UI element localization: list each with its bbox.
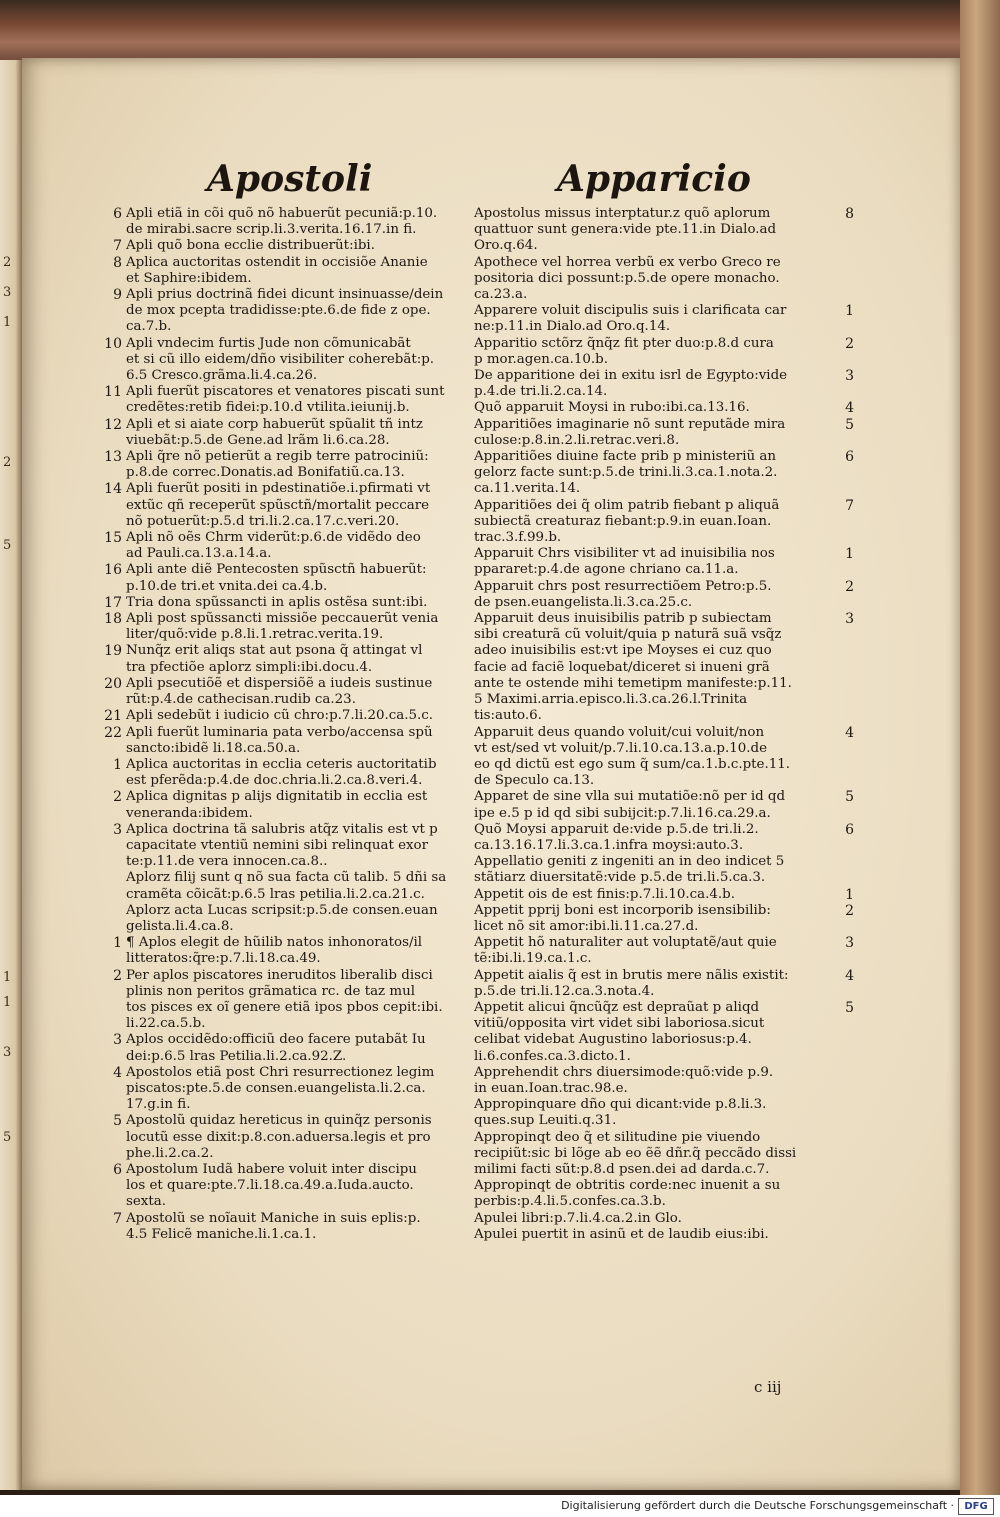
entry-line: Apli fuerũt piscatores et venatores piscati sunt (126, 384, 445, 400)
index-entry (100, 789, 465, 821)
index-entry (474, 1211, 854, 1227)
index-entry (474, 1227, 854, 1243)
entry-line: recipiũt:sic bi lõge ab eo ẽẽ dñr.q̃ peccãdo dissi (474, 1145, 797, 1161)
facing-page-edge (0, 60, 22, 1490)
entry-line: vt est/sed vt voluit/p.7.li.10.ca.13.a.p.10.de (474, 740, 768, 756)
entry-number: 1 (113, 935, 122, 952)
index-entry (100, 643, 465, 675)
index-entry (100, 336, 465, 385)
entry-line: piscatos:pte.5.de consen.euangelista.li.2.ca. (126, 1080, 426, 1096)
index-entry (100, 1032, 465, 1064)
index-entry (100, 757, 465, 789)
index-entry (100, 449, 465, 481)
facing-page-mark: 1 (3, 995, 12, 1010)
index-entry (474, 1000, 854, 1065)
index-entry (474, 854, 854, 886)
entry-line: p.5.de tri.li.12.ca.3.nota.4. (474, 983, 655, 999)
index-entry (474, 206, 854, 255)
entry-line: facie ad faciẽ loquebat/diceret si inueni grã (474, 659, 770, 675)
facing-page-mark: 3 (3, 285, 12, 300)
entry-line: ca.13.16.17.li.3.ca.1.infra moysi:auto.3. (474, 837, 744, 853)
heading-left: Apostoli (207, 158, 373, 200)
entry-line: plinis non peritos grãmatica rc. de taz mul (126, 983, 415, 999)
index-entry (474, 303, 854, 335)
index-entry (474, 1130, 854, 1179)
entry-line: Apli quõ bona ecclie distribuerũt:ibi. (126, 238, 375, 254)
index-entry (100, 595, 465, 611)
entry-line: p mor.agen.ca.10.b. (474, 351, 608, 367)
entry-line: dei:p.6.5 lras Petilia.li.2.ca.92.Z. (126, 1048, 347, 1064)
entry-line: de psen.euangelista.li.3.ca.25.c. (474, 594, 693, 610)
entry-number: 7 (845, 497, 854, 514)
entry-number: 19 (104, 643, 122, 660)
entry-line: credẽtes:retib fidei:p.10.d vtilita.ieiunij.b. (126, 400, 410, 416)
entry-line: sexta. (126, 1194, 166, 1210)
entry-line: culose:p.8.in.2.li.retrac.veri.8. (474, 432, 680, 448)
entry-number: 2 (113, 789, 122, 806)
entry-line: phe.li.2.ca.2. (126, 1145, 214, 1161)
index-entry (474, 887, 854, 903)
entry-line: veneranda:ibidem. (126, 805, 253, 821)
entry-line: et Saphire:ibidem. (126, 270, 252, 286)
index-entry (474, 400, 854, 416)
entry-number: 6 (113, 206, 122, 222)
index-entry (474, 417, 854, 449)
entry-number: 3 (845, 611, 854, 628)
entry-line: 5 Maximi.arria.episco.li.3.ca.26.l.Trinita (474, 692, 748, 708)
book-right-edge (960, 0, 1000, 1495)
entry-number: 3 (845, 368, 854, 385)
entry-number: 20 (104, 675, 122, 692)
entry-line: p.8.de correc.Donatis.ad Bonifatiũ.ca.13. (126, 465, 405, 481)
entry-line: nõ potuerũt:p.5.d tri.li.2.ca.17.c.veri.20. (126, 513, 400, 529)
right-column (474, 206, 854, 1243)
entry-number: 6 (845, 821, 854, 838)
index-entry (474, 725, 854, 790)
entry-line: rũt:p.4.de cathecisan.rudib ca.23. (126, 692, 356, 708)
entry-number: 8 (113, 254, 122, 271)
page-signature: c iij (754, 1378, 782, 1396)
entry-line: ca.11.verita.14. (474, 481, 581, 497)
entry-line: Aplica doctrina tã salubris atq̃z vitalis est vt p (126, 821, 438, 837)
entry-line: Apli etiã in cõi quõ nõ habuerũt pecuniã:p.10. (126, 206, 438, 221)
entry-line: licet nõ sit amor:ibi.li.11.ca.27.d. (474, 918, 699, 934)
entry-line: Appetit pprij boni est incorporib isensibilib: (474, 902, 771, 918)
index-entry (474, 935, 854, 967)
entry-number: 2 (845, 902, 854, 919)
entry-line: Apprehendit chrs diuersimode:quõ:vide p.9. (474, 1064, 774, 1080)
index-entry (100, 870, 465, 902)
entry-line: Tria dona spũssancti in aplis ostẽsa sunt:ibi. (126, 594, 428, 610)
index-entry (100, 1065, 465, 1114)
entry-number: 11 (104, 384, 122, 401)
entry-line: 6.5 Cresco.grãma.li.4.ca.26. (126, 368, 318, 384)
entry-line: Apli nõ oẽs Chrm viderũt:p.6.de vidẽdo deo (126, 530, 421, 546)
entry-number: 3 (113, 821, 122, 838)
entry-line: Apli prius doctrinã fidei dicunt insinuasse/dein (126, 287, 444, 303)
entry-line: Aplica auctoritas ostendit in occisiõe Ananie (126, 254, 428, 270)
entry-line: Appellatio geniti z ingeniti an in deo indicet 5 (474, 854, 785, 870)
entry-line: cramẽta cõicãt:p.6.5 lras petilia.li.2.ca.21.c. (126, 886, 425, 902)
entry-line: 17.g.in fi. (126, 1097, 191, 1113)
entry-line: li.6.confes.ca.3.dicto.1. (474, 1048, 631, 1064)
entry-line: Apparet de sine vlla sui mutatiõe:nõ per id qd (474, 789, 786, 805)
entry-number: 8 (845, 206, 854, 222)
entry-line: Aplorz filij sunt q nõ sua facta cũ talib. 5 dñi sa (126, 870, 447, 886)
entry-line: gelista.li.4.ca.8. (126, 918, 234, 934)
entry-line: tra pfectiõe aplorz simpli:ibi.docu.4. (126, 659, 373, 675)
facing-page-mark: 3 (3, 1045, 12, 1060)
entry-number: 21 (104, 708, 122, 725)
entry-line: tis:auto.6. (474, 708, 542, 724)
entry-line: Apparitiões diuine facte prib p ministeriũ an (474, 449, 776, 465)
entry-line: Quõ apparuit Moysi in rubo:ibi.ca.13.16. (474, 400, 750, 416)
entry-line: Apli sedebũt i iudicio cũ chro:p.7.li.20.ca.5.c. (126, 708, 434, 724)
index-entry (100, 676, 465, 708)
entry-number: 4 (845, 724, 854, 741)
entry-line: milimi facti sũt:p.8.d psen.dei ad darda.c.7. (474, 1161, 770, 1177)
entry-number: 6 (845, 449, 854, 466)
index-entry (100, 530, 465, 562)
entry-number: 13 (104, 449, 122, 466)
index-entry (100, 1113, 465, 1162)
entry-line: 4.5 Felicẽ maniche.li.1.ca.1. (126, 1226, 317, 1242)
index-entry (100, 1162, 465, 1211)
index-entry (474, 546, 854, 578)
index-entry (474, 903, 854, 935)
entry-number: 1 (845, 546, 854, 563)
entry-number: 2 (113, 967, 122, 984)
entry-line: vitiũ/opposita virt videt sibi laboriosa.sicut (474, 1016, 765, 1032)
index-entry (474, 1097, 854, 1129)
entry-line: li.22.ca.5.b. (126, 1016, 206, 1032)
entry-number: 17 (104, 594, 122, 611)
entry-line: sancto:ibidẽ li.18.ca.50.a. (126, 740, 301, 756)
entry-line: extũc qñ receperũt spũsctñ/mortalit peccare (126, 497, 430, 513)
entry-line: Appetit hõ naturaliter aut voluptatẽ/aut quie (474, 935, 777, 951)
entry-line: subiectã creaturaz fiebant:p.9.in euan.Ioan. (474, 513, 772, 529)
entry-line: de mox pcepta tradidisse:pte.6.de fide z ope. (126, 303, 431, 319)
entry-line: Apli q̃re nõ petierũt a regib terre patrociniũ: (126, 449, 429, 465)
entry-line: positoria dici possunt:p.5.de opere monacho. (474, 270, 780, 286)
entry-line: stãtiarz diuersitatẽ:vide p.5.de tri.li.5.ca.3. (474, 870, 766, 886)
entry-line: Appropinqt de obtritis corde:nec inuenit a su (474, 1178, 781, 1194)
entry-line: Apli et si aiate corp habuerũt spũalit tñ intz (126, 416, 423, 432)
index-entry (100, 725, 465, 757)
entry-line: Apparitiões dei q̃ olim patrib fiebant p aliquã (474, 497, 780, 513)
facing-page-mark: 1 (3, 315, 12, 330)
entry-line: Apli vndecim furtis Jude non cõmunicabãt (126, 335, 411, 351)
entry-line: Apparuit chrs post resurrectiõem Petro:p.5. (474, 578, 772, 594)
entry-line: tẽ:ibi.li.19.ca.1.c. (474, 951, 592, 967)
entry-line: ques.sup Leuiti.q.31. (474, 1113, 617, 1129)
entry-number: 7 (113, 238, 122, 255)
entry-line: in euan.Ioan.trac.98.e. (474, 1080, 628, 1096)
entry-line: ¶ Aplos elegit de hũilib natos inhonoratos/il (126, 935, 423, 951)
facing-page-mark: 2 (3, 455, 12, 470)
entry-number: 16 (104, 562, 122, 579)
index-entry (474, 822, 854, 854)
entry-number: 4 (845, 400, 854, 417)
facing-page-mark: 5 (3, 1130, 12, 1145)
index-entry (474, 1178, 854, 1210)
entry-number: 9 (113, 287, 122, 304)
entry-line: tos pisces ex oĩ genere etiã ipos pbos cepit:ibi. (126, 999, 443, 1015)
index-entry (100, 903, 465, 935)
entry-line: liter/quõ:vide p.8.li.1.retrac.verita.19. (126, 627, 384, 643)
entry-line: gelorz facte sunt:p.5.de trini.li.3.ca.1.nota.2. (474, 465, 778, 481)
entry-line: Appropinqt deo q̃ et silitudine pie viuendo (474, 1129, 761, 1145)
index-entry (100, 384, 465, 416)
entry-line: te:p.11.de vera innocen.ca.8.. (126, 854, 328, 870)
entry-line: Apulei puertit in asinũ et de laudib eius:ibi. (474, 1226, 769, 1242)
entry-line: Apli ante diẽ Pentecosten spũsctñ habuerũt: (126, 562, 427, 578)
entry-line: Apothece vel horrea verbũ ex verbo Greco re (474, 254, 781, 270)
entry-line: trac.3.f.99.b. (474, 530, 562, 546)
entry-line: ca.7.b. (126, 319, 172, 335)
entry-line: quattuor sunt genera:vide pte.11.in Dialo.ad (474, 222, 777, 238)
entry-line: ppararet:p.4.de agone chriano ca.11.a. (474, 562, 739, 578)
index-entry (100, 562, 465, 594)
index-entry (100, 822, 465, 871)
entry-number: 7 (113, 1210, 122, 1227)
entry-number: 10 (104, 335, 122, 352)
index-entry (100, 206, 465, 238)
entry-line: Apli fuerũt luminaria pata verbo/accensa spũ (126, 724, 433, 740)
book-page (22, 58, 960, 1490)
entry-line: Aplos occidẽdo:officiũ deo facere putabãt Iu (126, 1032, 426, 1048)
entry-line: p.4.de tri.li.2.ca.14. (474, 384, 608, 400)
entry-line: Apli psecutiõẽ et dispersiõẽ a iudeis sustinue (126, 675, 433, 691)
index-entry (474, 968, 854, 1000)
index-entry (100, 1211, 465, 1243)
entry-line: De apparitione dei in exitu isrl de Egypto:vide (474, 368, 788, 384)
facing-page-mark: 1 (3, 970, 12, 985)
entry-line: Apulei libri:p.7.li.4.ca.2.in Glo. (474, 1210, 682, 1226)
dfg-logo: DFG (958, 1498, 994, 1515)
index-entry (100, 708, 465, 724)
entry-line: Apparuit deus quando voluit/cui voluit/non (474, 724, 765, 740)
entry-line: celibat videbat Augustino laboriosus:p.4. (474, 1032, 752, 1048)
entry-line: Apparuit deus inuisibilis patrib p subiectam (474, 611, 772, 627)
entry-number: 6 (113, 1161, 122, 1178)
entry-line: Aplica auctoritas in ecclia ceteris auctoritatib (126, 756, 437, 772)
footer-credit: Digitalisierung gefördert durch die Deutsche Forschungsgemeinschaft · (561, 1499, 954, 1512)
entry-line: Apparere voluit discipulis suis i clarificata car (474, 303, 787, 319)
entry-line: ca.23.a. (474, 287, 528, 303)
index-entry (100, 417, 465, 449)
entry-line: est pferẽda:p.4.de doc.chria.li.2.ca.8.veri.4. (126, 773, 423, 789)
entry-line: Apostolũ se noĩauit Maniche in suis eplis:p. (126, 1210, 421, 1226)
footer-bar (0, 1495, 1000, 1517)
entry-line: et si cũ illo eidem/dño visibiliter coherebãt:p. (126, 351, 435, 367)
entry-line: Aplica dignitas p alijs dignitatib in ecclia est (126, 789, 428, 805)
entry-line: los et quare:pte.7.li.18.ca.49.a.Iuda.aucto. (126, 1178, 414, 1194)
entry-number: 5 (845, 789, 854, 806)
index-entry (100, 287, 465, 336)
entry-line: litteratos:q̃re:p.7.li.18.ca.49. (126, 951, 321, 967)
entry-number: 4 (845, 967, 854, 984)
entry-number: 18 (104, 611, 122, 628)
entry-line: ad Pauli.ca.13.a.14.a. (126, 546, 272, 562)
index-entry (474, 255, 854, 304)
entry-line: de Speculo ca.13. (474, 773, 595, 789)
entry-line: Apli post spũssancti missiõe peccauerũt venia (126, 611, 439, 627)
entry-line: Apostolum Iudã habere voluit inter discipu (126, 1161, 417, 1177)
entry-number: 22 (104, 724, 122, 741)
entry-line: Appetit aialis q̃ est in brutis mere nãlis existit: (474, 967, 789, 983)
heading-right: Apparicio (557, 158, 751, 200)
entry-number: 5 (845, 999, 854, 1016)
entry-number: 4 (113, 1064, 122, 1081)
entry-line: de mirabi.sacre scrip.li.3.verita.16.17.in fi. (126, 222, 417, 238)
entry-line: Per aplos piscatores ineruditos liberalib disci (126, 967, 433, 983)
left-column (100, 206, 465, 1243)
entry-line: Nunq̃z erit aliqs stat aut psona q̃ attingat vl (126, 643, 423, 659)
entry-number: 1 (845, 303, 854, 320)
entry-line: adeo inuisibilis est:vt ipe Moyses ei cuz quo (474, 643, 772, 659)
entry-line: Apparitio sctõrz q̃nq̃z fit pter duo:p.8.d cura (474, 335, 774, 351)
entry-number: 3 (113, 1032, 122, 1049)
index-entry (100, 481, 465, 530)
entry-number: 5 (113, 1113, 122, 1130)
entry-number: 1 (845, 886, 854, 903)
facing-page-margin-marks (0, 60, 22, 1490)
entry-number: 2 (845, 578, 854, 595)
entry-line: perbis:p.4.li.5.confes.ca.3.b. (474, 1194, 666, 1210)
entry-number: 2 (845, 335, 854, 352)
index-entry (100, 255, 465, 287)
index-entry (474, 336, 854, 368)
entry-number: 12 (104, 416, 122, 433)
index-entry (474, 579, 854, 611)
entry-number: 3 (845, 935, 854, 952)
index-entry (100, 968, 465, 1033)
entry-line: ne:p.11.in Dialo.ad Oro.q.14. (474, 319, 671, 335)
entry-line: eo qd dictũ est ego sum q̃ sum/ca.1.b.c.pte.11. (474, 756, 791, 772)
index-entry (474, 1065, 854, 1097)
entry-number: 14 (104, 481, 122, 498)
index-entry (474, 498, 854, 547)
entry-line: sibi creaturã cũ voluit/quia p naturã suã vsq̃z (474, 627, 782, 643)
index-entry (474, 789, 854, 821)
entry-line: Appetit alicui q̃ncũq̃z est depraũat p aliqd (474, 999, 760, 1015)
index-entry (474, 449, 854, 498)
entry-line: Apostolos etiã post Chri resurrectionez legim (126, 1064, 435, 1080)
entry-line: Apli fuerũt positi in pdestinatiõe.i.pfirmati vt (126, 481, 431, 497)
entry-line: p.10.de tri.et vnita.dei ca.4.b. (126, 578, 328, 594)
index-entry (100, 935, 465, 967)
entry-line: Aplorz acta Lucas scripsit:p.5.de consen.euan (126, 902, 438, 918)
entry-number: 1 (113, 756, 122, 773)
index-entry (100, 611, 465, 643)
index-entry (474, 368, 854, 400)
entry-line: Appetit ois de est finis:p.7.li.10.ca.4.b. (474, 886, 735, 902)
entry-line: Apparuit Chrs visibiliter vt ad inuisibilia nos (474, 546, 775, 562)
entry-line: locutũ esse dixit:p.8.con.aduersa.legis et pro (126, 1129, 431, 1145)
entry-number: 5 (845, 416, 854, 433)
entry-line: Apparitiões imaginarie nõ sunt reputãde mira (474, 416, 786, 432)
entry-number: 15 (104, 530, 122, 547)
entry-line: capacitate vtentiũ nemini sibi relinquat exor (126, 837, 429, 853)
entry-line: viuebãt:p.5.de Gene.ad lrãm li.6.ca.28. (126, 432, 390, 448)
entry-line: ante te ostende mihi temetipm manifeste:p.11. (474, 675, 792, 691)
entry-line: Apostolus missus interptatur.z quõ aplorum (474, 206, 771, 221)
index-entry (100, 238, 465, 254)
entry-line: Oro.q.64. (474, 238, 538, 254)
facing-page-mark: 5 (3, 538, 12, 553)
entry-line: Quõ Moysi apparuit de:vide p.5.de tri.li.2. (474, 821, 759, 837)
entry-line: Appropinquare dño qui dicant:vide p.8.li.3. (474, 1097, 767, 1113)
facing-page-mark: 2 (3, 255, 12, 270)
index-entry (474, 611, 854, 724)
entry-line: ipe e.5 p id qd sibi subijcit:p.7.li.16.ca.29.a. (474, 805, 771, 821)
entry-line: Apostolũ quidaz hereticus in quinq̃z personis (126, 1113, 432, 1129)
